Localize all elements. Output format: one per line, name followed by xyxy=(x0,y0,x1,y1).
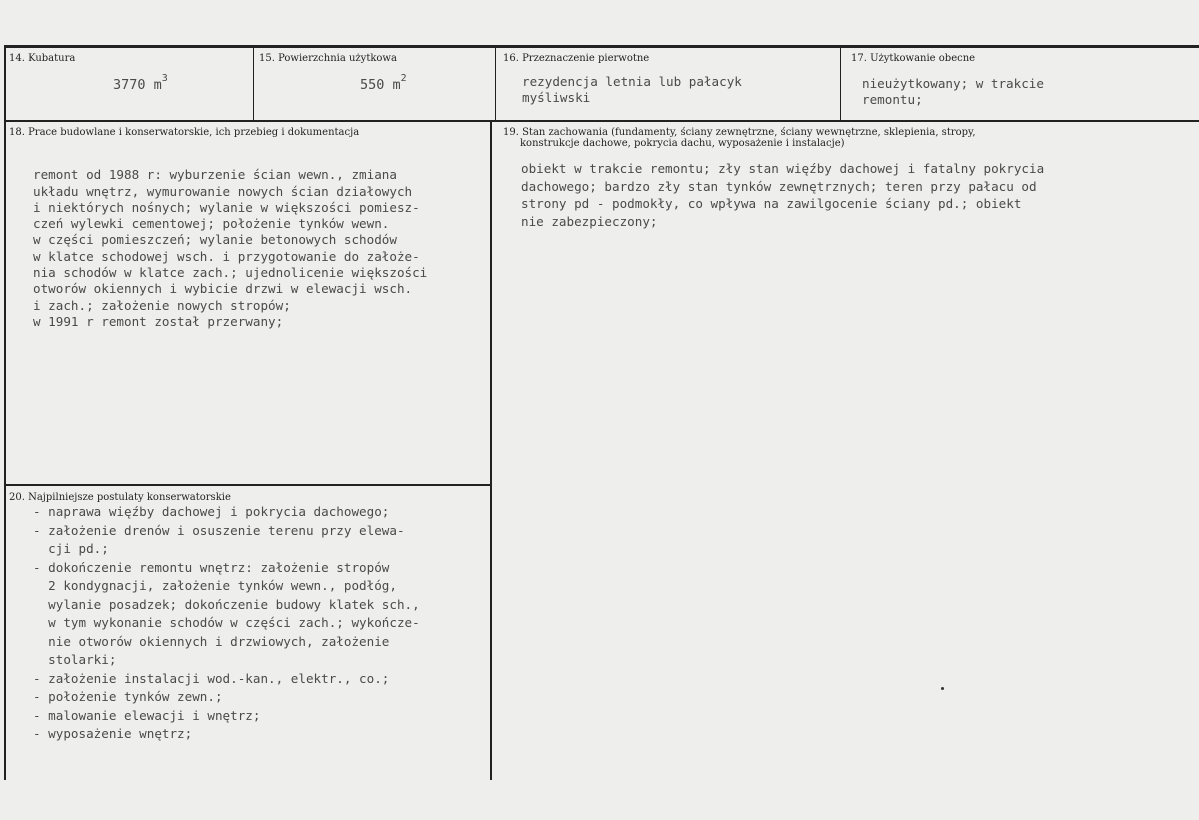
field-17-line: nieużytkowany; w trakcie xyxy=(862,76,1044,91)
col-rule-14-15 xyxy=(253,45,254,122)
field-19-label xyxy=(503,127,976,149)
field-18-line: układu wnętrz, wymurowanie nowych ścian działowych xyxy=(33,183,413,199)
field-18-text xyxy=(33,151,427,330)
field-19-line: nie zabezpieczony; xyxy=(521,213,658,229)
field-18-line: w 1991 r remont został przerwany; xyxy=(33,313,284,329)
field-14-exponent: 3 xyxy=(161,73,168,84)
field-17-value xyxy=(862,76,1044,107)
field-14-number: 3770 xyxy=(113,77,146,93)
field-15-exponent: 2 xyxy=(400,73,407,84)
field-16-line: rezydencja letnia lub pałacyk xyxy=(522,74,742,89)
field-18-line: nia schodów w klatce zach.; ujednolicenie większości xyxy=(33,265,428,281)
field-20-label: 20. Najpilniejsze postulaty konserwatorskie xyxy=(9,492,231,503)
row-rule-2 xyxy=(4,484,490,486)
field-19-label-line: konstrukcje dachowe, pokrycia dachu, wyposażenie i instalacje) xyxy=(520,138,845,149)
field-20-line: - dokończenie remontu wnętrz: założenie stropów xyxy=(33,559,390,575)
field-20-line: cji pd.; xyxy=(33,541,109,556)
field-17-label: 17. Użytkowanie obecne xyxy=(851,53,976,64)
field-19-line: dachowego; bardzo zły stan tynków zewnętrznych; teren przy pałacu od xyxy=(521,178,1037,194)
field-20-line: wylanie posadzek; dokończenie budowy klatek sch., xyxy=(33,596,420,612)
field-14-label: 14. Kubatura xyxy=(9,53,76,64)
left-border xyxy=(4,45,6,780)
stray-mark xyxy=(941,687,944,690)
field-14-unit: m xyxy=(153,77,162,93)
col-rule-15-16 xyxy=(495,45,496,122)
field-20-line: w tym wykonanie schodów w części zach.; wykończe- xyxy=(33,615,420,630)
field-18-line: czeń wylewki cementowej; położenie tynków wewn. xyxy=(33,216,390,232)
field-18-line: w części pomieszczeń; wylanie betonowych schodów xyxy=(33,232,397,248)
field-16-label: 16. Przeznaczenie pierwotne xyxy=(503,53,650,64)
field-15-number: 550 xyxy=(360,77,385,93)
field-20-line: nie otworów okiennych i drzwiowych, założenie xyxy=(33,633,390,649)
field-18-label: 18. Prace budowlane i konserwatorskie, ich przebieg i dokumentacja xyxy=(9,127,360,138)
field-18-line: remont od 1988 r: wyburzenie ścian wewn., zmiana xyxy=(33,167,397,183)
field-15-value xyxy=(360,73,407,94)
field-19-line: obiekt w trakcie remontu; zły stan więźby dachowej i fatalny pokrycia xyxy=(521,161,1045,176)
top-rule xyxy=(4,45,1199,48)
field-19-text xyxy=(521,160,1044,230)
field-20-line: - założenie instalacji wod.-kan., elektr., co.; xyxy=(33,670,390,686)
field-20-text xyxy=(33,503,420,744)
row-rule-1 xyxy=(4,120,1199,122)
field-20-line: - wyposażenie wnętrz; xyxy=(33,726,193,741)
field-20-line: stolarki; xyxy=(33,652,117,667)
field-20-line: - naprawa więźby dachowej i pokrycia dachowego; xyxy=(33,504,390,519)
field-18-line: w klatce schodowej wsch. i przygotowanie do założe- xyxy=(33,248,420,264)
field-20-line: 2 kondygnacji, założenie tynków wewn., podłóg, xyxy=(33,578,397,593)
field-16-line: myśliwski xyxy=(522,89,591,105)
field-18-line: i niektórych nośnych; wylanie w większości pomiesz- xyxy=(33,199,420,215)
field-19-label-line: 19. Stan zachowania (fundamenty, ściany zewnętrzne, ściany wewnętrzne, sklepienia, stropy, xyxy=(503,127,976,138)
field-20-line: - założenie drenów i osuszenie terenu przy elewa- xyxy=(33,522,405,538)
field-20-line: - położenie tynków zewn.; xyxy=(33,689,223,704)
field-14-value xyxy=(113,73,168,94)
field-20-line: - malowanie elewacji i wnętrz; xyxy=(33,707,261,723)
field-17-line: remontu; xyxy=(862,91,923,107)
field-15-label: 15. Powierzchnia użytkowa xyxy=(259,53,397,64)
field-19-line: strony pd - podmokły, co wpływa na zawilgocenie ściany pd.; obiekt xyxy=(521,196,1022,211)
field-18-line: i zach.; założenie nowych stropów; xyxy=(33,297,291,313)
col-rule-mid xyxy=(490,120,492,780)
field-16-value xyxy=(522,74,742,105)
field-18-line: otworów okiennych i wybicie drzwi w elewacji wsch. xyxy=(33,281,413,297)
col-rule-16-17 xyxy=(840,45,841,122)
field-15-unit: m xyxy=(392,77,401,93)
